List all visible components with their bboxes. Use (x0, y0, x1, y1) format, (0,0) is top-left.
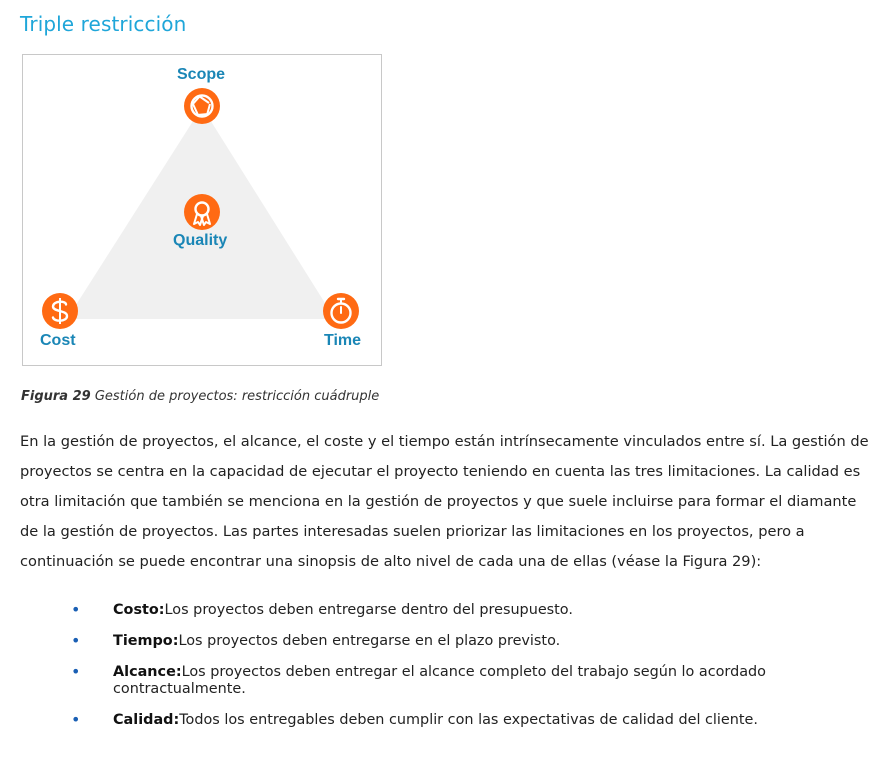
scope-label: Scope (177, 66, 226, 83)
list-item-text: Todos los entregables deben cumplir con las expectativas de calidad del cliente. (179, 712, 758, 728)
list-item-term: Calidad: (113, 712, 180, 728)
constraint-list (66, 602, 856, 743)
list-item-text: Los proyectos deben entregar el alcance completo del trabajo según lo acordado contractualmente. (113, 664, 766, 697)
body-paragraph: En la gestión de proyectos, el alcance, el coste y el tiempo están intrínsecamente vinculados entre sí. La gestión de proyectos se centra en la capacidad de ejecutar el proyecto teniendo en cuenta las tres limitaciones. La calidad es otra limitación que también se menciona en la gestión de proyectos y que suele incluirse para formar el diamante de la gestión de proyectos. Las partes interesadas suelen priorizar las limitaciones en los proyectos, pero a continuación se puede encontrar una sinopsis de alto nivel de cada una de ellas (véase la Figura 29): (20, 433, 869, 570)
figure-number: Figura 29 (21, 389, 91, 404)
list-item (66, 712, 856, 729)
list-item (66, 664, 856, 698)
bullet-icon: • (71, 600, 81, 619)
time-label: Time (324, 332, 362, 349)
constraint-triangle-figure (22, 54, 382, 366)
figure-caption (21, 389, 379, 404)
list-item-term: Costo: (113, 602, 165, 618)
list-item-text: Los proyectos deben entregarse en el plazo previsto. (178, 633, 561, 649)
dollar-icon (42, 293, 78, 329)
stopwatch-icon (323, 293, 359, 329)
triangle-diagram (23, 55, 381, 365)
list-item-term: Alcance: (113, 664, 182, 680)
award-ribbon-icon (184, 194, 220, 230)
list-item (66, 602, 856, 619)
list-item (66, 633, 856, 650)
bullet-icon: • (71, 662, 81, 681)
list-item-text: Los proyectos deben entregarse dentro del presupuesto. (164, 602, 573, 618)
shutter-icon (184, 88, 220, 124)
bullet-icon: • (71, 631, 81, 650)
bullet-icon: • (71, 710, 81, 729)
cost-label: Cost (40, 332, 76, 349)
quality-label: Quality (173, 232, 228, 249)
section-heading: Triple restricción (20, 12, 187, 36)
list-item-term: Tiempo: (113, 633, 179, 649)
figure-caption-text: Gestión de proyectos: restricción cuádruple (90, 389, 380, 404)
